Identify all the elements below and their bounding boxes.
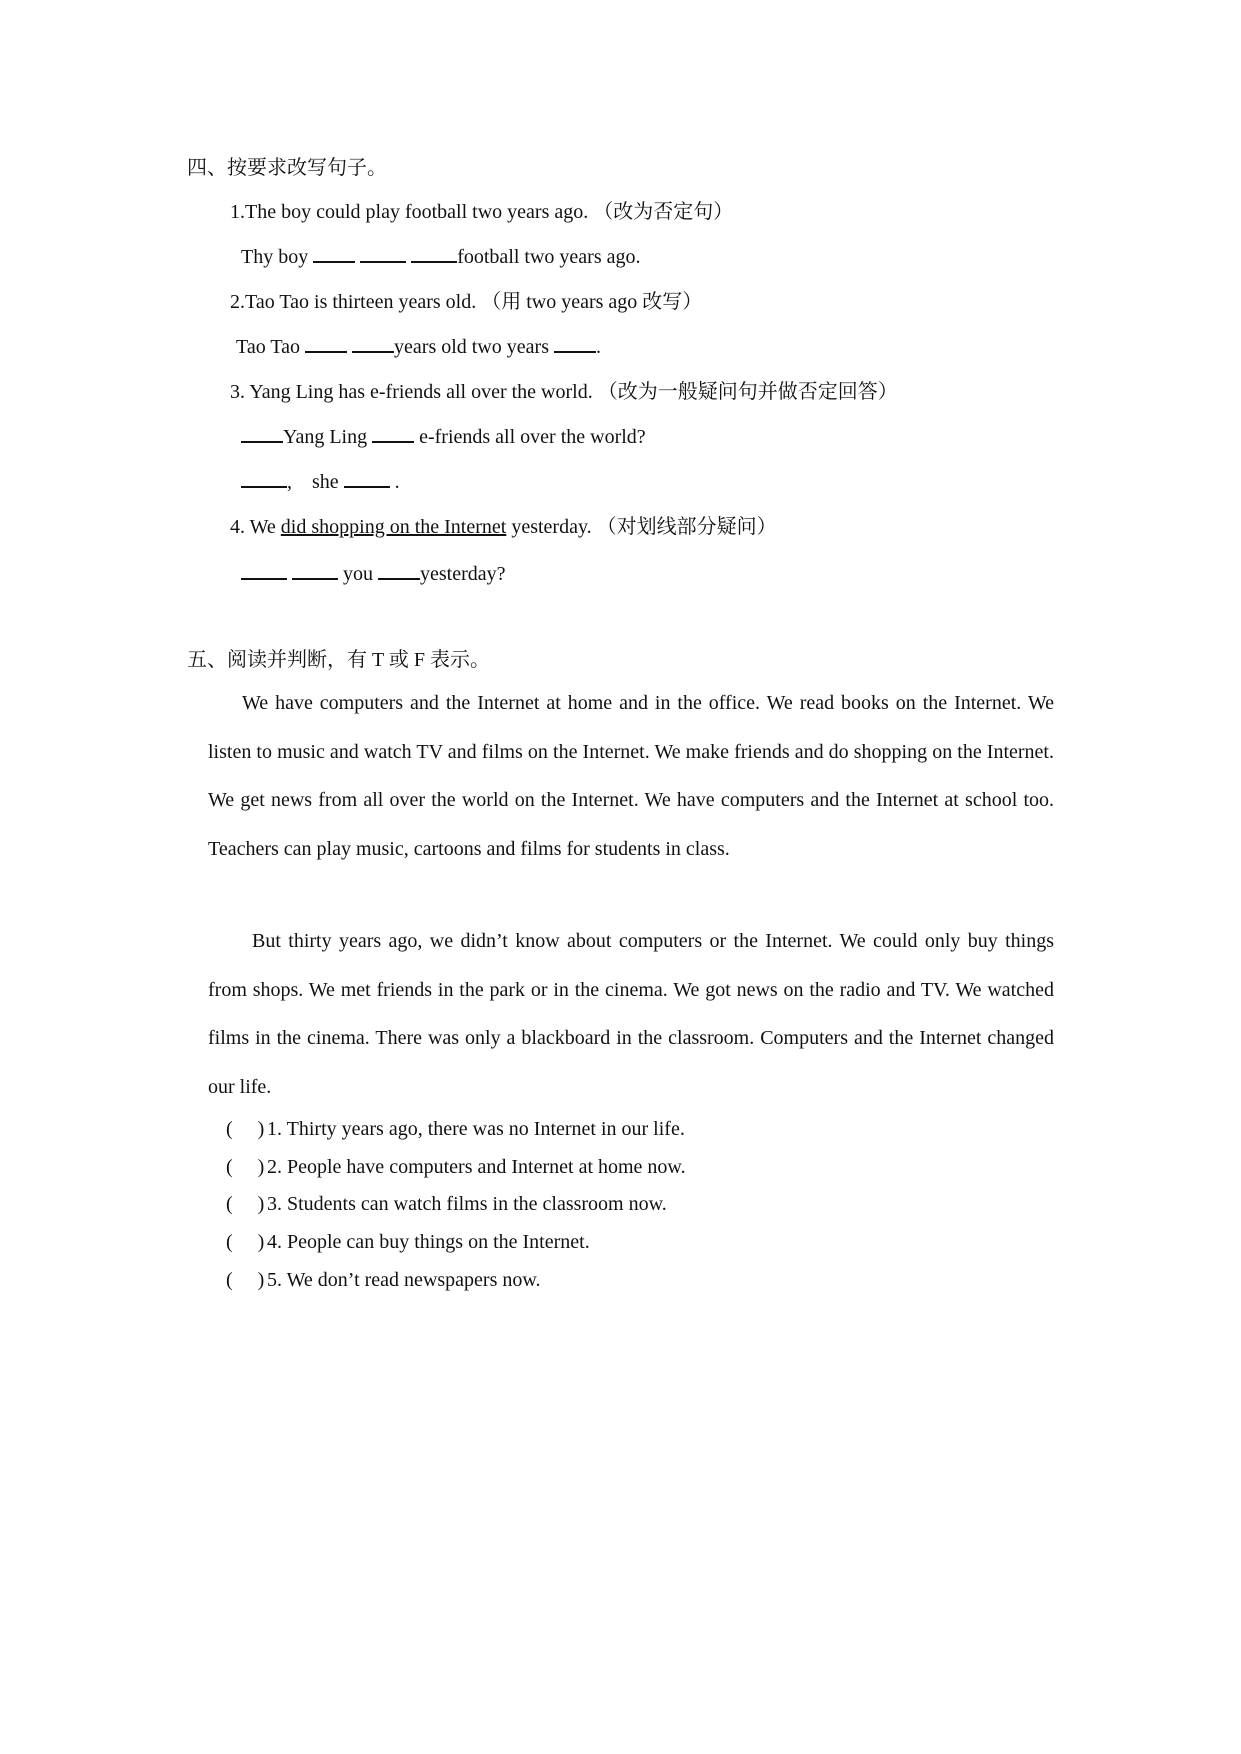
- answer-4-end: yesterday?: [420, 563, 506, 585]
- question-2-note: （用 two years ago 改写）: [481, 291, 703, 313]
- answer-paren[interactable]: ( ): [226, 1156, 265, 1178]
- answer-4: [241, 562, 506, 586]
- answer-blank[interactable]: [344, 470, 390, 488]
- answer-3b-end: .: [394, 471, 400, 493]
- answer-1-end: football two years ago.: [457, 246, 641, 268]
- section-5-heading: 五、阅读并判断，有 T 或 F 表示。: [187, 649, 490, 671]
- question-4-prefix: 4. We: [230, 516, 276, 538]
- statement-text: 3. Students can watch films in the classroom now.: [267, 1193, 667, 1215]
- statement-5: [226, 1268, 541, 1292]
- answer-blank[interactable]: [292, 562, 338, 580]
- answer-3b: [241, 470, 400, 494]
- answer-paren[interactable]: ( ): [226, 1231, 265, 1253]
- answer-2-end: .: [596, 336, 601, 358]
- question-4-underlined: did shopping on the Internet: [280, 516, 507, 538]
- answer-2: [236, 335, 601, 359]
- answer-blank[interactable]: [313, 245, 355, 263]
- answer-3a-end: e-friends all over the world?: [419, 426, 646, 448]
- question-3-text: 3. Yang Ling has e-friends all over the world.: [230, 381, 593, 403]
- statement-text: 5. We don’t read newspapers now.: [267, 1269, 541, 1291]
- answer-2-start: Tao Tao: [236, 336, 301, 358]
- question-3: [230, 380, 898, 404]
- section-4-heading: 四、按要求改写句子。: [187, 157, 387, 179]
- question-3-note: （改为一般疑问句并做否定回答）: [597, 381, 898, 403]
- answer-blank[interactable]: [241, 425, 283, 443]
- statement-text: 2. People have computers and Internet at home now.: [267, 1156, 686, 1178]
- answer-2-mid: years old two years: [394, 336, 549, 358]
- answer-blank[interactable]: [411, 245, 457, 263]
- statement-text: 4. People can buy things on the Internet.: [267, 1231, 590, 1253]
- question-2: [230, 290, 702, 314]
- statement-1: [226, 1117, 685, 1141]
- reading-paragraph-2: But thirty years ago, we didn’t know about computers or the Internet. We could only buy things from shops. We met friends in the park or in the cinema. We got news on the radio and TV. We watched films in the cinema. There was only a blackboard in the classroom. Computers and the Internet changed our life.: [208, 930, 1054, 1098]
- statement-4: [226, 1230, 590, 1254]
- statement-text: 1. Thirty years ago, there was no Internet in our life.: [267, 1118, 685, 1140]
- answer-1-start: Thy boy: [241, 246, 309, 268]
- statement-2: [226, 1155, 686, 1179]
- question-4-suffix: yesterday.: [511, 516, 592, 538]
- question-1-note: （改为否定句）: [593, 201, 734, 223]
- statement-3: [226, 1192, 667, 1216]
- answer-blank[interactable]: [352, 335, 394, 353]
- answer-blank[interactable]: [241, 562, 287, 580]
- answer-4-you: you: [343, 563, 373, 585]
- question-1: [230, 200, 733, 224]
- answer-3a-mid: Yang Ling: [283, 426, 368, 448]
- reading-paragraph-1: We have computers and the Internet at home and in the office. We read books on the Internet. We listen to music and watch TV and films on the Internet. We make friends and do shopping on the Internet. We get news from all over the world on the Internet. We have computers and the Internet at school too. Teachers can play music, cartoons and films for students in class.: [208, 692, 1054, 860]
- answer-paren[interactable]: ( ): [226, 1118, 265, 1140]
- answer-paren[interactable]: ( ): [226, 1269, 265, 1291]
- answer-blank[interactable]: [378, 562, 420, 580]
- answer-paren[interactable]: ( ): [226, 1193, 265, 1215]
- answer-3a: [241, 425, 646, 449]
- question-2-text: 2.Tao Tao is thirteen years old.: [230, 291, 477, 313]
- question-4-note: （对划线部分疑问）: [596, 516, 777, 538]
- question-1-text: 1.The boy could play football two years ago.: [230, 201, 589, 223]
- question-4: [230, 515, 777, 539]
- answer-blank[interactable]: [241, 470, 287, 488]
- answer-blank[interactable]: [554, 335, 596, 353]
- answer-3b-comma: ,: [287, 471, 292, 493]
- answer-1: [241, 245, 641, 269]
- answer-blank[interactable]: [372, 425, 414, 443]
- answer-blank[interactable]: [360, 245, 406, 263]
- answer-3b-she: she: [312, 471, 339, 493]
- answer-blank[interactable]: [305, 335, 347, 353]
